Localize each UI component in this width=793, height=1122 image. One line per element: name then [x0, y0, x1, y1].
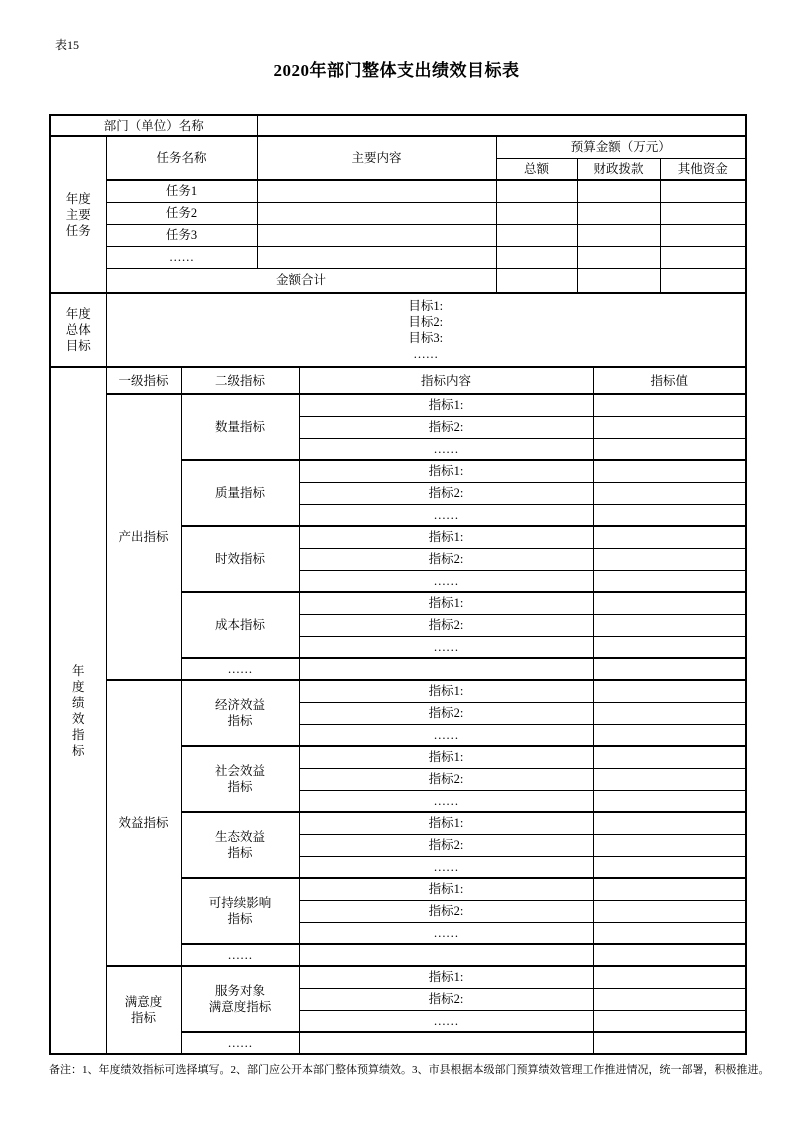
indicator-value-input-cell[interactable] — [593, 394, 746, 416]
level2-indicator-cell — [181, 460, 299, 526]
annual-tasks-section-label-line: 年度 — [65, 191, 91, 206]
level1-indicator-cell-line: 效益指标 — [118, 816, 169, 830]
dept-name-label-cell: 部门（单位）名称 — [50, 115, 257, 136]
indicator-value-input-cell[interactable] — [593, 460, 746, 482]
level2-indicator-cell-line: …… — [227, 1036, 253, 1050]
annual-indicators-section-label-line: 效 — [71, 711, 85, 726]
task-content-input-cell[interactable] — [257, 246, 496, 268]
level2-indicator-cell-line: 服务对象 — [214, 984, 265, 998]
footnote: 备注：1、年度绩效指标可选择填写。2、部门应公开本部门整体预算绩效。3、市县根据本级部门预算绩效管理工作推进情况，统一部署，积极推进。 — [49, 1064, 770, 1076]
annual-tasks-section-label — [50, 136, 106, 293]
level1-indicator-cell — [106, 966, 181, 1054]
indicator-value-input-cell[interactable] — [593, 900, 746, 922]
task-content-input-cell[interactable] — [257, 224, 496, 246]
level2-indicator-cell — [181, 1032, 299, 1054]
task-total-input-cell[interactable] — [496, 180, 577, 202]
level2-indicator-cell — [181, 944, 299, 966]
task-content-input-cell[interactable] — [257, 202, 496, 224]
indicator-value-input-cell[interactable] — [593, 790, 746, 812]
indicator-content-cell[interactable]: …… — [299, 570, 593, 592]
indicator-value-input-cell[interactable] — [593, 614, 746, 636]
performance-target-table — [49, 114, 747, 1055]
indicator-value-input-cell[interactable] — [593, 1010, 746, 1032]
indicator-content-cell[interactable]: 指标2: — [299, 416, 593, 438]
level2-indicator-cell — [181, 592, 299, 658]
indicator-value-input-cell[interactable] — [593, 592, 746, 614]
task-fiscal-input-cell[interactable] — [577, 202, 660, 224]
indicator-content-cell[interactable]: 指标2: — [299, 834, 593, 856]
task-total-input-cell[interactable] — [496, 246, 577, 268]
level2-indicator-cell-line: 数量指标 — [214, 420, 265, 434]
indicator-value-input-cell[interactable] — [593, 746, 746, 768]
level2-indicator-cell-line: 时效指标 — [214, 552, 265, 566]
task-other-input-cell[interactable] — [660, 224, 746, 246]
annual-goal-content-cell-line: 目标1: — [408, 299, 444, 313]
indicator-content-cell[interactable]: 指标2: — [299, 988, 593, 1010]
budget-header-cell: 预算金额（万元） — [496, 136, 746, 158]
indicator-value-input-cell[interactable] — [593, 812, 746, 834]
indicator-value-input-cell[interactable] — [593, 856, 746, 878]
indicator-value-input-cell[interactable] — [593, 548, 746, 570]
sum-label-cell: 金额合计 — [106, 268, 496, 293]
indicator-content-cell[interactable]: 指标1: — [299, 394, 593, 416]
indicator-content-cell[interactable]: 指标1: — [299, 966, 593, 988]
annual-goal-content-cell[interactable] — [106, 293, 746, 367]
annual-goal-section-label-line: 总体 — [65, 323, 91, 337]
indicator-value-input-cell[interactable] — [593, 878, 746, 900]
level2-indicator-cell-line: 质量指标 — [214, 486, 265, 500]
indicator-value-input-cell[interactable] — [593, 526, 746, 548]
annual-indicators-section-label-line: 标 — [71, 743, 85, 758]
level2-indicator-cell — [181, 658, 299, 680]
annual-indicators-section-label — [50, 367, 106, 1054]
task-label-cell: 任务2 — [106, 202, 257, 224]
level1-indicator-cell-line: 指标 — [130, 1011, 156, 1025]
task-fiscal-input-cell[interactable] — [577, 246, 660, 268]
level2-indicator-cell — [181, 394, 299, 460]
indicator-value-input-cell[interactable] — [593, 922, 746, 944]
sum-total-input-cell[interactable] — [496, 268, 577, 293]
annual-goal-section-label-line: 目标 — [65, 339, 91, 353]
task-fiscal-input-cell[interactable] — [577, 180, 660, 202]
indicator-value-input-cell[interactable] — [593, 724, 746, 746]
level2-indicator-cell-line: 可持续影响 — [208, 896, 272, 910]
task-total-input-cell[interactable] — [496, 224, 577, 246]
annual-indicators-section-label-line: 年 — [71, 663, 85, 678]
indicator-content-cell[interactable]: 指标2: — [299, 900, 593, 922]
indicator-value-input-cell[interactable] — [593, 636, 746, 658]
indicator-value-input-cell[interactable] — [593, 504, 746, 526]
level2-indicator-cell-line: 指标 — [227, 714, 253, 728]
indicator-content-cell[interactable]: 指标1: — [299, 526, 593, 548]
level2-indicator-cell — [181, 966, 299, 1032]
indicator-content-cell[interactable]: 指标1: — [299, 878, 593, 900]
indicator-value-input-cell[interactable] — [593, 658, 746, 680]
indicator-value-input-cell[interactable] — [593, 944, 746, 966]
level2-indicator-cell-line: …… — [227, 662, 253, 676]
task-name-header-cell: 任务名称 — [106, 136, 257, 180]
budget-total-header-cell: 总额 — [496, 158, 577, 180]
annual-goal-content-cell-line: 目标3: — [408, 331, 444, 345]
page-title: 2020年部门整体支出绩效目标表 — [273, 61, 520, 80]
indicator-content-cell[interactable]: …… — [299, 922, 593, 944]
annual-indicators-section-label-line: 指 — [71, 727, 85, 742]
task-other-input-cell[interactable] — [660, 246, 746, 268]
indicator-content-input-cell[interactable] — [299, 658, 593, 680]
budget-other-header-cell: 其他资金 — [660, 158, 746, 180]
indicator-content-cell[interactable]: …… — [299, 438, 593, 460]
annual-indicators-section-label-line: 度 — [71, 679, 85, 694]
indicator-value-input-cell[interactable] — [593, 482, 746, 504]
level2-indicator-cell-line: 经济效益 — [214, 698, 265, 712]
dept-name-input-cell[interactable] — [257, 115, 746, 136]
annual-tasks-section-label-line: 任务 — [65, 223, 91, 238]
indicator-content-cell[interactable]: 指标1: — [299, 812, 593, 834]
value-header-cell: 指标值 — [593, 367, 746, 394]
annual-tasks-section-label-line: 主要 — [65, 207, 91, 222]
annual-goal-section-label-line: 年度 — [65, 307, 91, 321]
indicator-content-cell[interactable]: …… — [299, 1010, 593, 1032]
indicator-content-cell[interactable]: …… — [299, 636, 593, 658]
indicator-content-cell[interactable]: 指标1: — [299, 746, 593, 768]
indicator-content-cell[interactable]: 指标1: — [299, 460, 593, 482]
task-fiscal-input-cell[interactable] — [577, 224, 660, 246]
level1-indicator-cell — [106, 394, 181, 680]
level2-indicator-cell-line: …… — [227, 948, 253, 962]
annual-goal-content-cell-line: 目标2: — [408, 315, 444, 329]
indicator-content-cell[interactable]: …… — [299, 504, 593, 526]
sheet-number: 表15 — [55, 38, 80, 52]
level2-indicator-cell — [181, 746, 299, 812]
level1-indicator-cell-line: 产出指标 — [118, 530, 169, 544]
level1-indicator-cell-line: 满意度 — [124, 995, 163, 1009]
annual-goal-section-label — [50, 293, 106, 367]
task-content-input-cell[interactable] — [257, 180, 496, 202]
indicator-content-input-cell[interactable] — [299, 1032, 593, 1054]
indicator-content-cell[interactable]: 指标2: — [299, 548, 593, 570]
indicator-value-input-cell[interactable] — [593, 438, 746, 460]
indicator-value-input-cell[interactable] — [593, 1032, 746, 1054]
task-label-cell: …… — [106, 246, 257, 268]
level2-indicator-cell-line: 满意度指标 — [208, 1000, 272, 1014]
level2-header-cell: 二级指标 — [181, 367, 299, 394]
indicator-value-input-cell[interactable] — [593, 416, 746, 438]
level2-indicator-cell — [181, 878, 299, 944]
budget-fiscal-header-cell: 财政拨款 — [577, 158, 660, 180]
task-label-cell: 任务3 — [106, 224, 257, 246]
indicator-content-cell[interactable]: 指标1: — [299, 680, 593, 702]
indicator-content-cell[interactable]: 指标2: — [299, 482, 593, 504]
indicator-content-input-cell[interactable] — [299, 944, 593, 966]
level1-indicator-cell — [106, 680, 181, 966]
indicator-value-input-cell[interactable] — [593, 834, 746, 856]
content-header-cell: 指标内容 — [299, 367, 593, 394]
indicator-value-input-cell[interactable] — [593, 570, 746, 592]
indicator-content-cell[interactable]: 指标1: — [299, 592, 593, 614]
indicator-value-input-cell[interactable] — [593, 768, 746, 790]
level2-indicator-cell-line: 指标 — [227, 846, 253, 860]
annual-indicators-section-label-line: 绩 — [71, 695, 85, 710]
task-other-input-cell[interactable] — [660, 180, 746, 202]
annual-goal-content-cell-line: …… — [413, 347, 439, 361]
level2-indicator-cell-line: 指标 — [227, 780, 253, 794]
indicator-content-cell[interactable]: …… — [299, 790, 593, 812]
level2-indicator-cell — [181, 526, 299, 592]
task-total-input-cell[interactable] — [496, 202, 577, 224]
indicator-value-input-cell[interactable] — [593, 988, 746, 1010]
level2-indicator-cell-line: 生态效益 — [214, 830, 265, 844]
table-body — [50, 115, 746, 1054]
indicator-content-cell[interactable]: …… — [299, 856, 593, 878]
indicator-content-cell[interactable]: …… — [299, 724, 593, 746]
sum-fiscal-input-cell[interactable] — [577, 268, 660, 293]
indicator-value-input-cell[interactable] — [593, 966, 746, 988]
level1-header-cell: 一级指标 — [106, 367, 181, 394]
level2-indicator-cell-line: 指标 — [227, 912, 253, 926]
level2-indicator-cell-line: 成本指标 — [214, 618, 265, 632]
level2-indicator-cell-line: 社会效益 — [214, 764, 265, 778]
indicator-value-input-cell[interactable] — [593, 702, 746, 724]
level2-indicator-cell — [181, 680, 299, 746]
indicator-value-input-cell[interactable] — [593, 680, 746, 702]
main-content-header-cell: 主要内容 — [257, 136, 496, 180]
sum-other-input-cell[interactable] — [660, 268, 746, 293]
level2-indicator-cell — [181, 812, 299, 878]
task-label-cell: 任务1 — [106, 180, 257, 202]
task-other-input-cell[interactable] — [660, 202, 746, 224]
indicator-content-cell[interactable]: 指标2: — [299, 702, 593, 724]
indicator-content-cell[interactable]: 指标2: — [299, 768, 593, 790]
indicator-content-cell[interactable]: 指标2: — [299, 614, 593, 636]
